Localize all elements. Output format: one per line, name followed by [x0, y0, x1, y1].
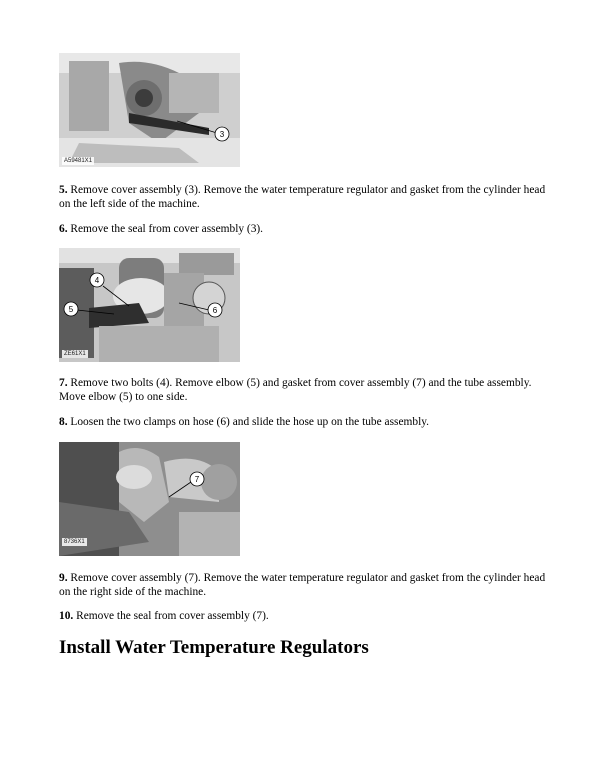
figure-1-tag: A59481X1 — [64, 158, 93, 164]
figure-1-photo — [59, 53, 240, 167]
figure-3-photo — [59, 442, 240, 556]
step-5 — [59, 183, 549, 211]
figure-2-callout-5: 5 — [68, 305, 74, 314]
figure-1-callout-3: 3 — [219, 130, 225, 139]
step-text: Remove the seal from cover assembly (7). — [76, 610, 269, 622]
step-7 — [59, 376, 549, 404]
step-text: Loosen the two clamps on hose (6) and slide the hose up on the tube assembly. — [70, 416, 430, 428]
step-6 — [59, 222, 549, 236]
figure-2-callout-6: 6 — [212, 306, 218, 315]
step-number: 10. — [59, 610, 74, 622]
figure-3-callout-7: 7 — [194, 475, 200, 484]
figure-2-callout-4: 4 — [94, 276, 100, 285]
figure-2-photo — [59, 248, 240, 362]
step-number: 9. — [59, 572, 68, 584]
section-heading: Install Water Temperature Regulators — [59, 637, 369, 658]
figure-3-tag: 8736X1 — [64, 539, 85, 545]
step-number: 8. — [59, 416, 68, 428]
step-9 — [59, 571, 549, 599]
step-text: Remove the seal from cover assembly (3). — [70, 223, 264, 235]
step-number: 6. — [59, 223, 68, 235]
step-10 — [59, 609, 549, 623]
step-number: 5. — [59, 184, 68, 196]
figure-2-tag: ZE61X1 — [64, 351, 86, 357]
step-text: Remove cover assembly (7). Remove the water temperature regulator and gasket from the cylinder head on the right side of the machine. — [59, 572, 546, 598]
step-number: 7. — [59, 377, 68, 389]
step-text: Remove two bolts (4). Remove elbow (5) and gasket from cover assembly (7) and the tube assembly. Move elbow (5) to one side. — [59, 377, 532, 403]
step-8 — [59, 415, 549, 429]
step-text: Remove cover assembly (3). Remove the water temperature regulator and gasket from the cylinder head on the left side of the machine. — [59, 184, 546, 210]
